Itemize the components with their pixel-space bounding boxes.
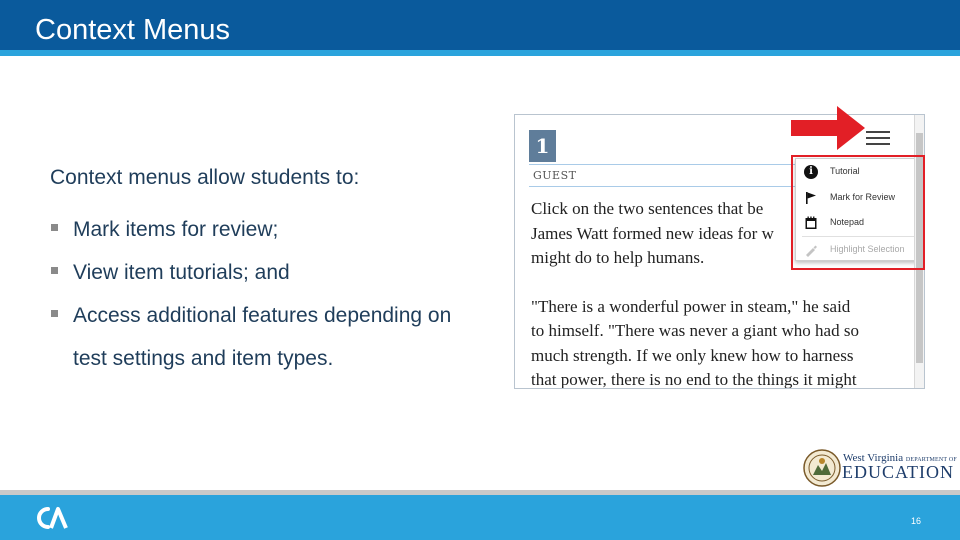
square-bullet-icon	[51, 267, 58, 274]
passage-line: much strength. If we only knew how to harness	[531, 345, 854, 365]
intro-text: Context menus allow students to:	[50, 166, 360, 189]
logo-line2: EDUCATION	[842, 462, 954, 482]
user-label: GUEST	[533, 169, 577, 182]
title-bar-stripe	[0, 50, 960, 56]
context-menu-hamburger-icon[interactable]	[866, 131, 890, 147]
bullet-item	[50, 208, 490, 251]
passage-line: James Watt formed new ideas for w	[531, 223, 774, 243]
bullet-text: View item tutorials; and	[73, 261, 290, 284]
passage-line: that power, there is no end to the things it might	[531, 370, 857, 389]
page-number: 16	[911, 516, 922, 526]
footer-bar	[0, 495, 960, 540]
ca-logo-icon	[34, 505, 68, 531]
highlight-box	[791, 155, 925, 270]
bullet-text: Access additional features depending on test settings and item types.	[73, 304, 452, 370]
logo-line1: West Virginia DEPARTMENT OF	[843, 452, 957, 464]
pointer-arrow-icon	[789, 104, 867, 154]
question-number-badge: 1	[529, 130, 556, 162]
passage-line: to himself. "There was never a giant who had so	[531, 321, 859, 340]
passage-gap	[531, 271, 911, 295]
bullet-item	[50, 251, 490, 294]
square-bullet-icon	[51, 310, 58, 317]
menu-item-label: Notepad	[830, 217, 865, 227]
passage-line: Click on the two sentences that be	[531, 199, 764, 218]
menu-item-label: Mark for Review	[830, 191, 896, 202]
bullet-item	[50, 294, 490, 380]
bullet-text: Mark items for review;	[73, 218, 279, 241]
passage-line: "There is a wonderful power in steam," he said	[531, 296, 851, 316]
passage-line: might do to help humans.	[531, 248, 705, 267]
menu-item-label: Highlight Selection	[830, 243, 905, 254]
info-icon: i	[804, 165, 818, 179]
square-bullet-icon	[51, 224, 58, 231]
slide-title: Context Menus	[35, 14, 231, 46]
menu-item-label: Tutorial	[830, 166, 860, 176]
wv-seal-icon	[803, 449, 841, 487]
bullet-list	[50, 208, 490, 380]
